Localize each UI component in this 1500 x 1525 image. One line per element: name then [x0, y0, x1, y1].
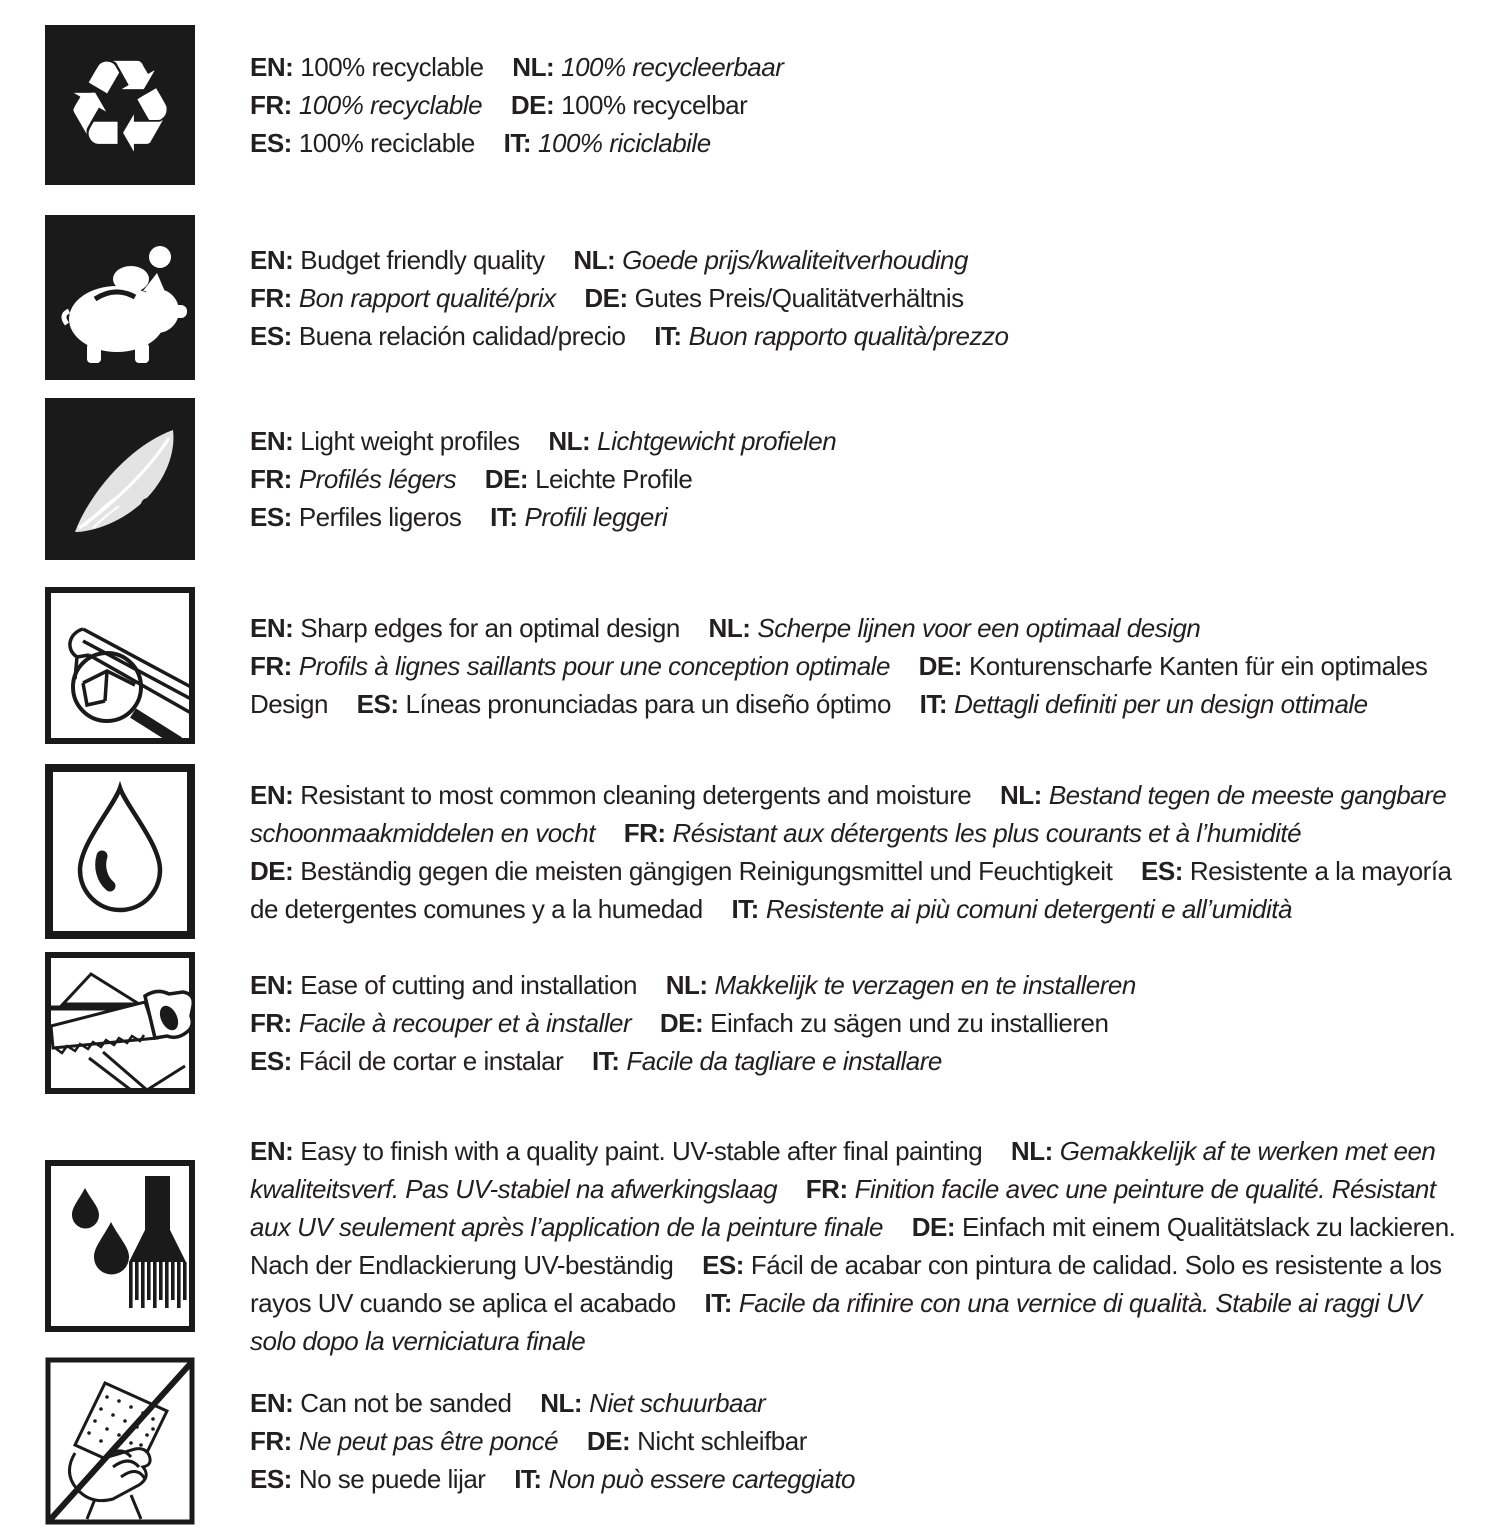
lang-segment — [920, 689, 1368, 719]
translation-text: 100% recycelbar — [561, 90, 748, 120]
translation-text: 100% reciclable — [298, 128, 475, 158]
lang-segment — [250, 780, 971, 810]
lang-segment — [540, 1388, 765, 1418]
language-label: DE: — [659, 1008, 704, 1038]
lang-segment — [584, 283, 963, 313]
language-label: NL: — [548, 426, 591, 456]
translation-text: Facile da rifinire con una vernice di qualità. Stabile ai raggi UV solo dopo la verniciatura finale — [250, 1288, 1422, 1356]
translation-text: Gutes Preis/Qualitätverhältnis — [634, 282, 964, 313]
lang-segment — [660, 1008, 1109, 1038]
feature-row-sharp-edges — [45, 587, 1462, 744]
language-label: IT: — [919, 688, 948, 719]
lang-segment — [250, 1136, 982, 1166]
lang-segment — [250, 1008, 631, 1038]
lang-segment — [250, 1388, 512, 1418]
lang-segment — [592, 1046, 942, 1076]
text-line — [250, 647, 1462, 723]
text-line — [250, 124, 783, 162]
feature-text-easy-to-finish-paint — [250, 1132, 1462, 1360]
sharp-edge-magnifier-icon — [45, 587, 195, 744]
translation-text: Einfach mit einem Qualitätslack zu lackieren. Nach der Endlackierung UV-beständig — [250, 1212, 1456, 1280]
language-label: IT: — [654, 320, 682, 351]
translation-text: Profils à lignes saillants pour une conception optimale — [298, 650, 890, 681]
translation-text: Nicht schleifbar — [637, 1426, 807, 1456]
language-label: FR: — [250, 90, 292, 120]
feature-text-budget-friendly-quality — [250, 241, 1008, 355]
language-label: ES: — [250, 1046, 292, 1076]
text-line — [250, 1460, 855, 1498]
language-label: NL: — [512, 52, 555, 82]
language-label: EN: — [250, 612, 294, 643]
lang-segment — [490, 502, 667, 532]
language-label: NL: — [540, 1388, 583, 1418]
language-label: NL: — [999, 779, 1042, 810]
language-label: DE: — [918, 650, 962, 681]
lang-segment — [250, 1464, 485, 1494]
translation-text: Profilés légers — [298, 464, 457, 494]
translation-text: Leichte Profile — [535, 464, 693, 494]
translation-text: Perfiles ligeros — [298, 502, 462, 532]
language-label: IT: — [731, 893, 759, 924]
translation-text: Resistente a la mayoría de detergentes comunes y a la humedad — [250, 855, 1452, 924]
language-label: EN: — [250, 779, 294, 810]
lang-segment — [250, 321, 625, 351]
language-label: FR: — [250, 282, 292, 313]
lang-segment — [250, 1046, 563, 1076]
language-label: DE: — [584, 282, 628, 313]
language-label: EN: — [250, 52, 294, 82]
language-label: NL: — [708, 612, 751, 643]
text-line — [250, 609, 1462, 647]
language-label: DE: — [911, 1212, 955, 1242]
language-label: ES: — [356, 688, 399, 719]
lang-segment — [250, 502, 461, 532]
translation-text: Non può essere carteggiato — [548, 1464, 856, 1494]
language-label: EN: — [250, 426, 294, 456]
lang-segment — [250, 128, 475, 158]
translation-text: Makkelijk te verzagen en te installeren — [714, 970, 1136, 1000]
language-label: EN: — [250, 244, 294, 275]
translation-text: Beständig gegen die meisten gängigen Reinigungsmittel und Feuchtigkeit — [300, 855, 1113, 886]
language-label: NL: — [1010, 1136, 1053, 1166]
lang-segment — [573, 245, 968, 275]
language-label: EN: — [250, 1388, 294, 1418]
translation-text: Lichtgewicht profielen — [597, 426, 837, 456]
language-label: ES: — [1141, 855, 1183, 886]
feature-text-ease-of-cutting — [250, 966, 1136, 1080]
translation-text: Ease of cutting and installation — [300, 970, 637, 1000]
lang-segment — [250, 426, 520, 456]
translation-text: Buon rapporto qualità/prezzo — [688, 320, 1009, 351]
language-label: IT: — [592, 1046, 620, 1076]
feature-text-recyclable — [250, 48, 783, 162]
feature-row-easy-to-finish-paint — [45, 1132, 1462, 1360]
language-label: IT: — [704, 1288, 732, 1318]
lang-segment — [250, 90, 482, 120]
feature-row-light-weight-profiles — [45, 398, 1462, 560]
translation-text: 100% riciclabile — [538, 128, 711, 158]
translation-text: Scherpe lijnen voor een optimaal design — [757, 612, 1201, 643]
translation-text: Ne peut pas être poncé — [298, 1426, 559, 1456]
language-label: IT: — [514, 1464, 542, 1494]
language-label: NL: — [573, 244, 616, 275]
translation-text: No se puede lijar — [298, 1464, 486, 1494]
translation-text: Resistente ai più comuni detergenti e all’umidità — [765, 893, 1292, 924]
language-label: FR: — [250, 1008, 292, 1038]
translation-text: Light weight profiles — [300, 426, 520, 456]
lang-segment — [587, 1426, 807, 1456]
feature-row-budget-friendly-quality — [45, 215, 1462, 380]
water-drop-icon — [45, 764, 195, 939]
text-line — [250, 1384, 855, 1422]
language-label: FR: — [250, 650, 292, 681]
feature-text-can-not-be-sanded — [250, 1384, 855, 1498]
translation-text: Facile à recouper et à installer — [298, 1008, 632, 1038]
language-label: DE: — [250, 855, 294, 886]
paint-brush-icon — [45, 1160, 195, 1332]
translation-text: Facile da tagliare e installare — [626, 1046, 942, 1076]
translation-text: 100% recyclable — [300, 52, 484, 82]
feature-row-recyclable — [45, 25, 1462, 185]
text-line — [250, 966, 1136, 1004]
recycle-icon — [45, 25, 195, 185]
lang-segment — [250, 283, 556, 313]
translation-text: Bon rapport qualité/prix — [298, 282, 556, 313]
translation-text: Fácil de cortar e instalar — [298, 1046, 564, 1076]
lang-segment — [250, 52, 484, 82]
text-line — [250, 48, 783, 86]
feature-text-moisture-resistant — [250, 776, 1462, 928]
translation-text: Profili leggeri — [524, 502, 668, 532]
language-label: FR: — [250, 464, 292, 494]
translation-text: Dettagli definiti per un design ottimale — [954, 688, 1368, 719]
translation-text: Niet schuurbaar — [589, 1388, 766, 1418]
lang-segment — [485, 464, 693, 494]
translation-text: Easy to finish with a quality paint. UV-stable after final painting — [300, 1136, 983, 1166]
language-label: DE: — [484, 464, 529, 494]
lang-segment — [654, 321, 1008, 351]
translation-text: Sharp edges for an optimal design — [300, 612, 680, 643]
lang-segment — [250, 651, 890, 681]
lang-segment — [250, 245, 545, 275]
translation-text: Goede prijs/kwaliteitverhouding — [622, 244, 968, 275]
lang-segment — [250, 613, 680, 643]
language-label: ES: — [250, 320, 292, 351]
language-label: ES: — [250, 128, 292, 158]
language-label: ES: — [250, 502, 292, 532]
piggy-bank-icon — [45, 215, 195, 380]
text-line — [250, 1132, 1462, 1360]
text-line — [250, 241, 1008, 279]
language-label: DE: — [586, 1426, 631, 1456]
feature-text-sharp-edges — [250, 609, 1462, 723]
text-line — [250, 498, 836, 536]
lang-segment — [504, 128, 711, 158]
lang-segment — [512, 52, 783, 82]
lang-segment — [514, 1464, 855, 1494]
lang-segment — [624, 818, 1301, 848]
translation-text: Gemakkelijk af te werken met een kwaliteitsverf. Pas UV-stabiel na afwerkingslaag — [250, 1136, 1436, 1204]
language-label: EN: — [250, 1136, 294, 1166]
feature-row-ease-of-cutting — [45, 952, 1462, 1094]
lang-segment — [511, 90, 747, 120]
lang-segment — [666, 970, 1136, 1000]
translation-text: Bestand tegen de meeste gangbare schoonmaakmiddelen en vocht — [250, 779, 1447, 848]
lang-segment — [250, 464, 456, 494]
text-line — [250, 279, 1008, 317]
translation-text: Can not be sanded — [300, 1388, 512, 1418]
language-label: DE: — [510, 90, 555, 120]
translation-text: Budget friendly quality — [300, 244, 545, 275]
lang-segment — [731, 894, 1292, 924]
language-label: FR: — [805, 1174, 848, 1204]
lang-segment — [250, 1426, 558, 1456]
feature-row-moisture-resistant — [45, 764, 1462, 939]
language-label: FR: — [623, 817, 666, 848]
language-label: NL: — [665, 970, 708, 1000]
lang-segment — [548, 426, 836, 456]
translation-text: 100% recyclable — [298, 90, 483, 120]
text-line — [250, 1004, 1136, 1042]
translation-text: 100% recycleerbaar — [561, 52, 784, 82]
text-line — [250, 86, 783, 124]
text-line — [250, 422, 836, 460]
lang-segment — [709, 613, 1201, 643]
language-label: ES: — [702, 1250, 744, 1280]
lang-segment — [250, 856, 1112, 886]
translation-text: Finition facile avec une peinture de qualité. Résistant aux UV seulement après l’application de la peinture finale — [250, 1174, 1436, 1242]
text-line — [250, 1422, 855, 1460]
text-line — [250, 317, 1008, 355]
text-line — [250, 1042, 1136, 1080]
text-line — [250, 460, 836, 498]
lang-segment — [357, 689, 891, 719]
lang-segment — [250, 970, 637, 1000]
translation-text: Buena relación calidad/precio — [298, 320, 626, 351]
translation-text: Resistant to most common cleaning detergents and moisture — [300, 779, 972, 810]
feature-text-light-weight-profiles — [250, 422, 836, 536]
translation-text: Einfach zu sägen und zu installieren — [710, 1008, 1109, 1038]
language-label: EN: — [250, 970, 294, 1000]
feather-icon — [45, 398, 195, 560]
language-label: IT: — [503, 128, 532, 158]
translation-text: Konturenscharfe Kanten für ein optimales Design — [250, 650, 1428, 719]
language-label: FR: — [250, 1426, 292, 1456]
translation-text: Fácil de acabar con pintura de calidad. Solo es resistente a los rayos UV cuando se aplica el acabado — [250, 1250, 1442, 1318]
translation-text: Résistant aux détergents les plus courants et à l’humidité — [672, 817, 1302, 848]
language-label: ES: — [250, 1464, 292, 1494]
text-line — [250, 776, 1462, 928]
language-label: IT: — [490, 502, 518, 532]
saw-icon — [45, 952, 195, 1094]
svg-text:♻: ♻ — [62, 33, 178, 182]
translation-text: Líneas pronunciadas para un diseño óptimo — [405, 688, 891, 719]
